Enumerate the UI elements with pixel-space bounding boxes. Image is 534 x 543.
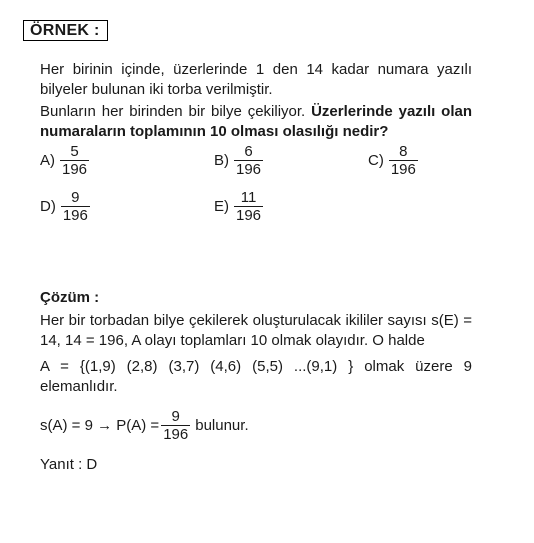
solution-paragraph-2: A = {(1,9) (2,8) (3,7) (4,6) (5,5) ...(9,1) } olmak üzere 9 elemanlıdır. <box>40 358 472 395</box>
equation-numerator: 9 <box>171 408 180 425</box>
option-e-denominator: 196 <box>236 207 262 224</box>
option-d[interactable] <box>40 190 90 224</box>
question-paragraph-1: Her birinin içinde, üzerlerinde 1 den 14 kadar numara yazılı bilyeler bulunan iki torba verilmiştir. <box>40 61 472 98</box>
option-b-denominator: 196 <box>236 161 262 178</box>
option-d-label: D) <box>40 198 56 215</box>
option-c[interactable] <box>368 144 418 178</box>
option-a[interactable] <box>40 144 89 178</box>
option-b[interactable] <box>214 144 263 178</box>
answer-line: Yanıt : D <box>40 456 98 473</box>
option-d-fraction <box>61 190 90 224</box>
option-b-label: B) <box>214 152 229 169</box>
solution-title: Çözüm : <box>40 289 100 306</box>
option-c-denominator: 196 <box>390 161 416 178</box>
option-b-numerator: 6 <box>244 143 253 160</box>
question-prompt: Üzerlerinde yazılı olan numaraların toplamının 10 olması olasılığı nedir? <box>40 103 472 140</box>
solution-equation <box>40 407 472 445</box>
option-a-fraction <box>60 144 89 178</box>
option-a-label: A) <box>40 152 55 169</box>
equation-right: bulunur. <box>195 417 249 434</box>
option-e-numerator: 11 <box>240 189 257 206</box>
option-c-fraction <box>389 144 418 178</box>
equation-denominator: 196 <box>163 426 189 443</box>
example-badge: ÖRNEK : <box>23 20 108 41</box>
option-c-label: C) <box>368 152 384 169</box>
option-a-numerator: 5 <box>70 143 79 160</box>
equation-fraction <box>161 409 190 443</box>
option-d-numerator: 9 <box>71 189 80 206</box>
option-e-label: E) <box>214 198 229 215</box>
question-intro: Bunların her birinden bir bilye çekiliyor. <box>40 103 306 120</box>
option-b-fraction <box>234 144 263 178</box>
example-content <box>40 60 472 475</box>
options-row-1 <box>40 144 472 184</box>
question-paragraph-2 <box>40 102 472 142</box>
equation-left: s(A) = 9 → P(A) = <box>40 417 160 434</box>
option-e-fraction <box>234 190 263 224</box>
option-e[interactable] <box>214 190 263 224</box>
option-a-denominator: 196 <box>62 161 88 178</box>
option-c-numerator: 8 <box>399 143 408 160</box>
option-d-denominator: 196 <box>62 207 88 224</box>
solution-paragraph-1: Her bir torbadan bilye çekilerek oluşturulacak ikililer sayısı s(E) = 14, 14 = 196, A olayı toplamları 10 olmak olayıdır. O halde <box>40 312 472 349</box>
options-row-2 <box>40 190 472 230</box>
